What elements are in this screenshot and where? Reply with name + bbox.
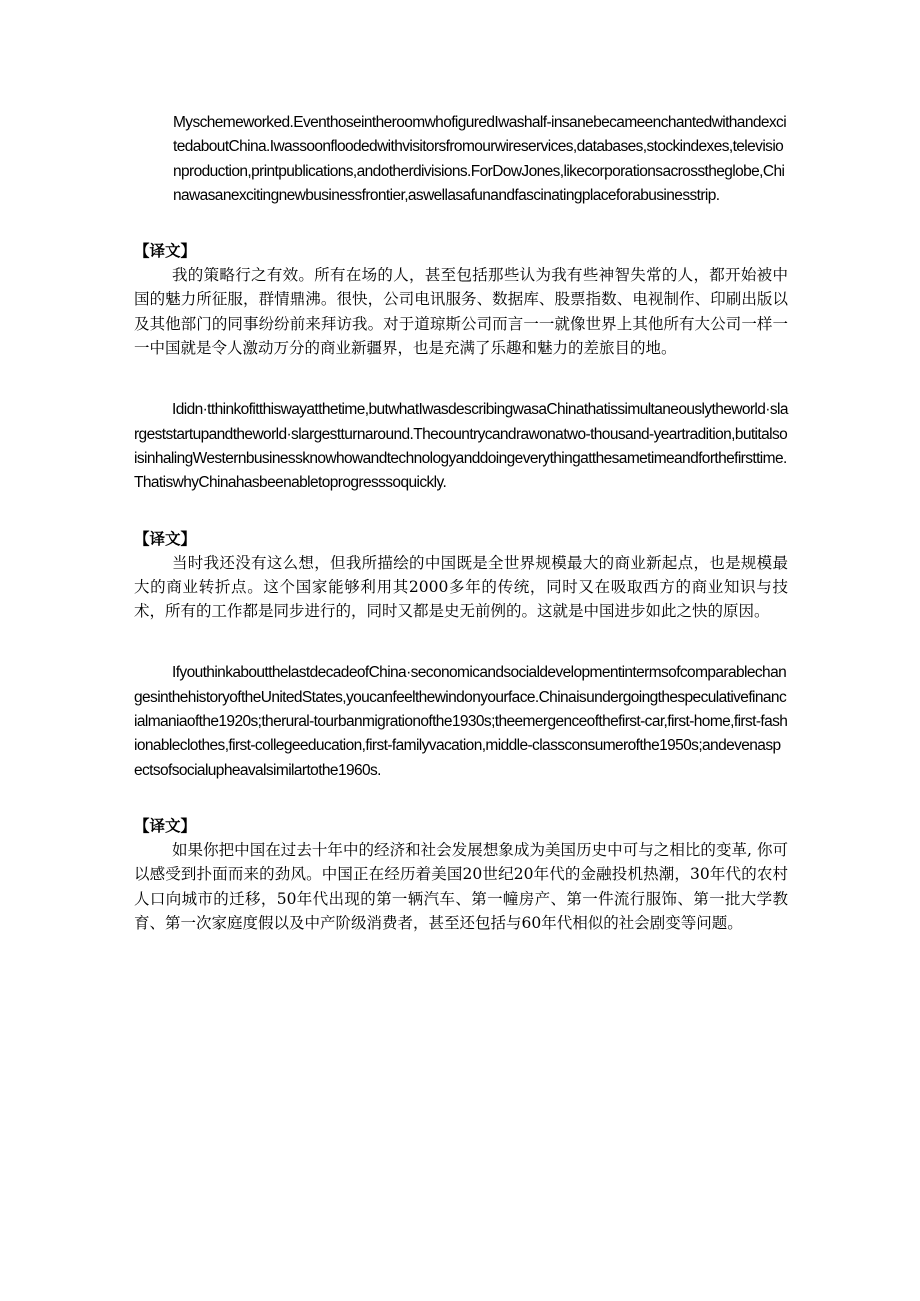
english-paragraph-2: Ididn·tthinkofitthiswayatthetime,butwhatIwasdescribingwasaChinathatissimultaneouslytheworld·slargeststartupandtheworld·slargestturnaround.Thecountrycandrawonatwo-thousand-yeartradition,butitalsoisinhalingWesternbusinessknowhowandtechnologyanddoingeverythingatthesametimeandforthefirsttime.ThatiswhyChinahasbeenabletoprogresssoquickly. xyxy=(134,401,788,492)
translation-label-2: 【译文】 xyxy=(134,528,197,548)
spacer xyxy=(134,360,788,398)
chinese-paragraph-1: 我的策略行之有效。所有在场的人，甚至包括那些认为我有些神智失常的人，都开始被中国的魅力所征服，群情鼎沸。很快，公司电讯服务、数据库、股票指数、电视制作、印刷出版以及其他部门的同事纷纷前来拜访我。对于道琼斯公司而言一一就像世界上其他所有大公司一样一一中国就是令人激动万分的商业新疆界，也是充满了乐趣和魅力的差旅目的地。 xyxy=(134,266,788,358)
translation-label-3: 【译文】 xyxy=(134,815,197,835)
document-page xyxy=(134,111,788,935)
chinese-paragraph-2: 当时我还没有这么想，但我所描绘的中国既是全世界规模最大的商业新起点，也是规模最大的商业转折点。这个国家能够利用其2000多年的传统，同时又在吸取西方的商业知识与技术，所有的工作都是同步进行的，同时又都是史无前例的。这就是中国进步如此之快的原因。 xyxy=(134,553,788,621)
english-paragraph-1: Myschemeworked.EventhoseintheroomwhofiguredIwashalf-insanebecameenchantedwithandexcitedaboutChina.Iwassoonfloodedwithvisitorsfromourwireservices,databases,stockindexes,televisionproduction,printpublications,andotherdivisions.ForDowJones,likecorporationsacrosstheglobe,Chinawasanexcitingnewbusinessfrontier,aswellasafunandfascinatingplaceforabusinesstrip. xyxy=(173,114,787,204)
spacer xyxy=(134,783,788,814)
spacer xyxy=(134,623,788,661)
translation-label-1: 【译文】 xyxy=(134,241,197,261)
spacer xyxy=(134,208,788,239)
chinese-paragraph-3: 如果你把中国在过去十年中的经济和社会发展想象成为美国历史中可与之相比的变革, 你可以感受到扑面而来的劲风。中国正在经历着美国20世纪20年代的金融投机热潮，30年代的农村人口向城市的迁移，50年代出现的第一辆汽车、第一幢房产、第一件流行服饰、第一批大学教育、第一次家庭度假以及中产阶级消费者，甚至还包括与60年代相似的社会剧变等问题。 xyxy=(134,840,788,932)
spacer xyxy=(134,496,788,527)
english-paragraph-3: IfyouthinkaboutthelastdecadeofChina·seconomicandsocialdevelopmentintermsofcomparablechangesinthehistoryoftheUnitedStates,youcanfeelthewindonyourface.Chinaisundergoingthespeculativefinancialmaniaofthe1920s;therural-tourbanmigrationofthe1930s;theemergenceofthefirst-car,first-home,first-fashionableclothes,first-collegeeducation,first-familyvacation,middle-classconsumerofthe1950s;andevenaspectsofsocialupheavalsimilartothe1960s. xyxy=(134,664,788,779)
